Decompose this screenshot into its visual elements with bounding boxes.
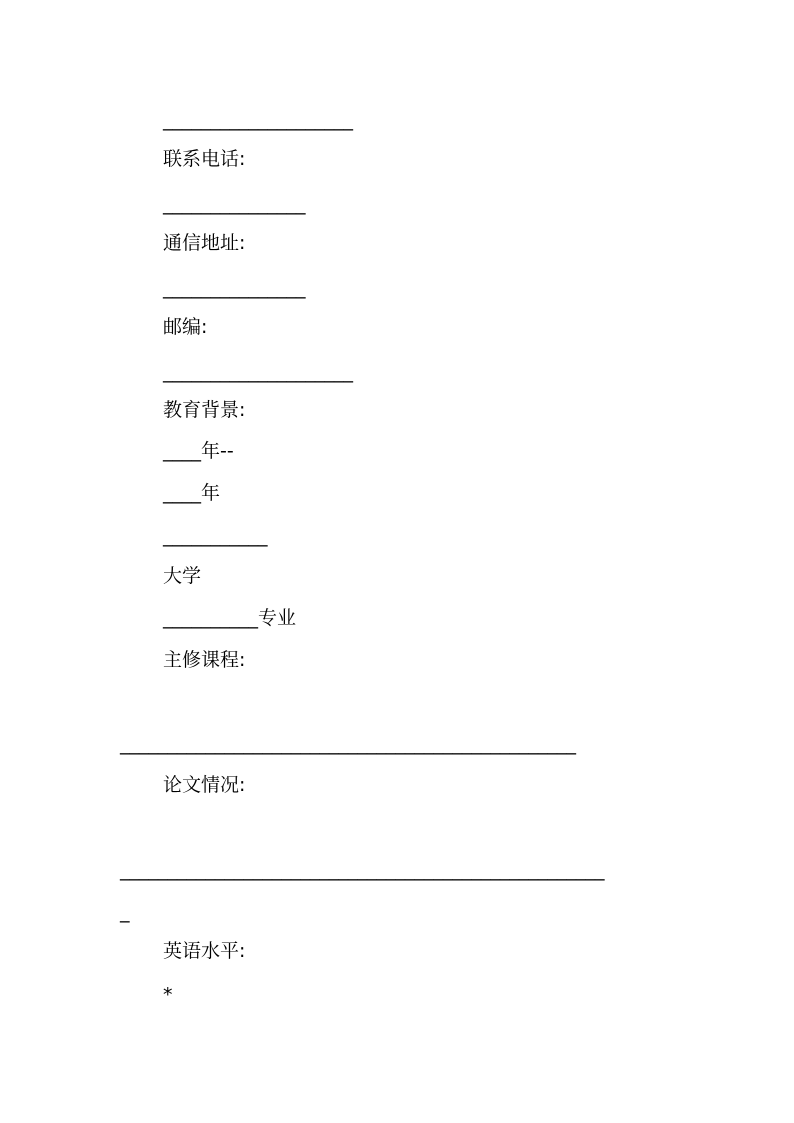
postcode-label: 邮编:: [163, 316, 208, 338]
university-label: 大学: [163, 565, 202, 587]
education-label: 教育背景:: [163, 399, 246, 421]
phone-label: 联系电话:: [163, 148, 246, 170]
blank-underline-long: ________________________________________________: [120, 733, 576, 755]
blank-underline: ____________________: [163, 361, 353, 383]
year-range-start: ____年--: [163, 440, 234, 462]
courses-label: 主修课程:: [163, 649, 246, 671]
blank-underline: ____________________: [163, 109, 353, 131]
asterisk-marker: *: [163, 984, 173, 1006]
blank-underline: _______________: [163, 277, 306, 299]
year-range-end: ____年: [163, 482, 221, 504]
address-label: 通信地址:: [163, 232, 246, 254]
thesis-label: 论文情况:: [163, 774, 246, 796]
blank-underline: ___________: [163, 525, 268, 547]
major-field: __________专业: [163, 607, 297, 629]
blank-underline: _______________: [163, 193, 306, 215]
blank-underline-wrap: _: [120, 901, 130, 923]
english-level-label: 英语水平:: [163, 940, 246, 962]
blank-underline-long: ___________________________________________________: [120, 859, 605, 881]
